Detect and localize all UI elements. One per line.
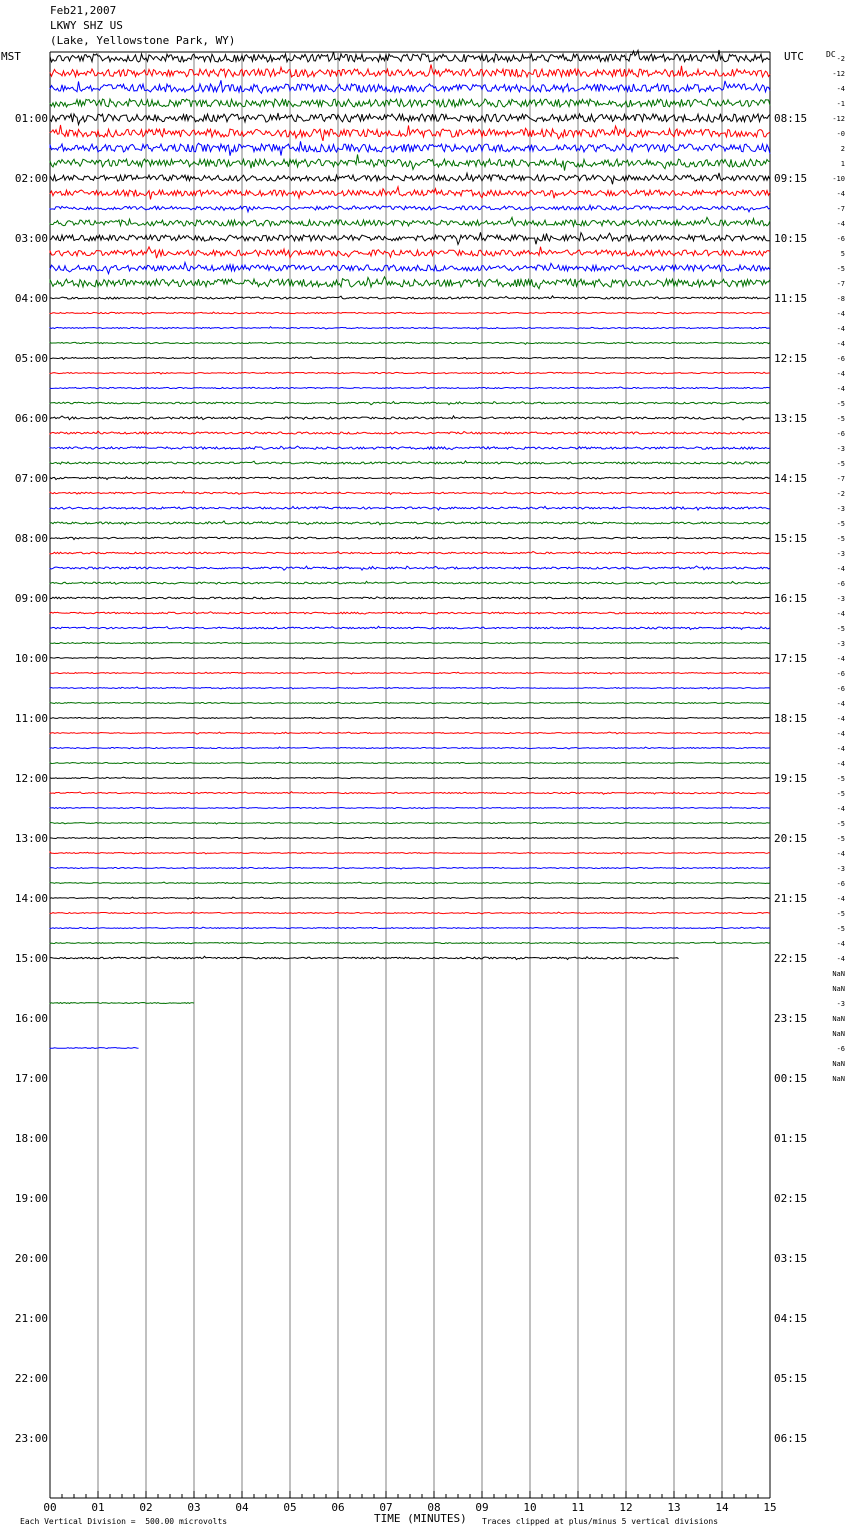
mst-hour-label: 17:00 (14, 1072, 48, 1085)
dc-offset-value: -0 (836, 130, 845, 138)
dc-offset-value: -5 (836, 775, 845, 783)
mst-hour-label: 22:00 (14, 1372, 48, 1385)
dc-offset-value: -4 (836, 190, 845, 198)
seismic-trace (50, 672, 770, 674)
x-tick-label: 01 (91, 1501, 105, 1514)
dc-offset-value: -6 (836, 355, 845, 363)
dc-offset-value: -5 (836, 835, 845, 843)
seismic-trace (50, 402, 770, 405)
dc-offset-value: -4 (836, 895, 845, 903)
dc-offset-value: -4 (836, 310, 845, 318)
utc-hour-label: 12:15 (774, 352, 808, 365)
date-label: Feb21,2007 (50, 4, 117, 17)
utc-hour-label: 20:15 (774, 832, 808, 845)
seismic-trace (50, 1048, 139, 1049)
x-tick-label: 03 (187, 1501, 201, 1514)
dc-offset-value: -4 (836, 730, 845, 738)
seismic-trace (50, 823, 770, 825)
dc-offset-value: -4 (836, 370, 845, 378)
dc-offset-value: -4 (836, 220, 845, 228)
utc-hour-label: 19:15 (774, 772, 808, 785)
seismic-trace (50, 65, 770, 78)
dc-offset-value: -5 (836, 535, 845, 543)
mst-hour-label: 06:00 (14, 412, 48, 425)
seismic-trace (50, 702, 770, 704)
seismic-trace (50, 477, 770, 480)
seismic-trace (50, 387, 770, 389)
dc-offset-value: NaN (832, 1015, 845, 1023)
mst-hour-label: 15:00 (14, 952, 48, 965)
seismic-trace (50, 657, 770, 659)
dc-offset-value: -4 (836, 85, 845, 93)
seismic-trace (50, 687, 770, 689)
mst-hour-label: 23:00 (14, 1432, 48, 1445)
mst-hour-label: 07:00 (14, 472, 48, 485)
dc-offset-value: -2 (836, 55, 845, 63)
dc-offset-value: -3 (836, 445, 845, 453)
utc-hour-label: 18:15 (774, 712, 808, 725)
seismic-trace (50, 247, 770, 259)
utc-hour-label: 17:15 (774, 652, 808, 665)
utc-hour-label: 08:15 (774, 112, 808, 125)
dc-offset-value: NaN (832, 970, 845, 978)
seismic-trace (50, 262, 770, 273)
station-label: LKWY SHZ US (50, 19, 123, 32)
seismic-trace (50, 173, 770, 184)
seismic-trace (50, 912, 770, 914)
seismic-trace (50, 125, 770, 141)
x-tick-label: 13 (667, 1501, 681, 1514)
seismic-trace (50, 837, 770, 839)
mst-hour-label: 20:00 (14, 1252, 48, 1265)
mst-hour-label: 11:00 (14, 712, 48, 725)
x-tick-label: 00 (43, 1501, 57, 1514)
seismic-trace (50, 552, 770, 554)
seismic-trace (50, 612, 770, 614)
utc-hour-label: 02:15 (774, 1192, 808, 1205)
seismic-trace (50, 566, 770, 570)
seismic-trace (50, 626, 770, 629)
utc-hour-label: 23:15 (774, 1012, 808, 1025)
dc-offset-value: NaN (832, 1030, 845, 1038)
dc-offset-value: -3 (836, 595, 845, 603)
mst-hour-label: 08:00 (14, 532, 48, 545)
dc-offset-value: -4 (836, 565, 845, 573)
mst-hour-label: 05:00 (14, 352, 48, 365)
dc-offset-value: -5 (836, 820, 845, 828)
seismic-trace (50, 217, 770, 226)
seismic-trace (50, 80, 770, 93)
seismic-trace (50, 732, 770, 734)
seismic-trace (50, 277, 770, 289)
mst-hour-label: 21:00 (14, 1312, 48, 1325)
seismic-trace (50, 416, 770, 420)
seismic-trace (50, 643, 770, 644)
seismic-trace (50, 296, 770, 299)
dc-offset-value: -7 (836, 205, 845, 213)
seismic-trace (50, 897, 770, 899)
seismic-trace (50, 807, 770, 809)
utc-hour-label: 06:15 (774, 1432, 808, 1445)
dc-offset-value: -6 (836, 235, 845, 243)
dc-offset-value: -3 (836, 1000, 845, 1008)
dc-offset-value: -8 (836, 295, 845, 303)
seismic-trace (50, 956, 679, 959)
dc-offset-value: -4 (836, 325, 845, 333)
x-tick-label: 06 (331, 1501, 345, 1514)
seismic-trace (50, 747, 770, 749)
dc-offset-value: -4 (836, 610, 845, 618)
seismic-trace (50, 581, 770, 584)
x-tick-label: 08 (427, 1501, 441, 1514)
seismic-trace (50, 431, 770, 434)
utc-hour-label: 00:15 (774, 1072, 808, 1085)
seismic-trace (50, 491, 770, 494)
dc-offset-value: -4 (836, 805, 845, 813)
mst-hour-label: 01:00 (14, 112, 48, 125)
dc-offset-value: -5 (836, 625, 845, 633)
dc-offset-value: -5 (836, 925, 845, 933)
dc-offset-value: 1 (840, 160, 845, 168)
dc-offset-value: -4 (836, 955, 845, 963)
scale-note: Each Vertical Division = 500.00 microvolts (20, 1517, 228, 1526)
seismic-trace (50, 927, 770, 928)
x-tick-label: 11 (571, 1501, 585, 1514)
right-timezone-label: UTC (784, 50, 804, 63)
utc-hour-label: 10:15 (774, 232, 808, 245)
dc-offset-value: -4 (836, 760, 845, 768)
dc-offset-value: -5 (836, 400, 845, 408)
mst-hour-label: 13:00 (14, 832, 48, 845)
clip-note: Traces clipped at plus/minus 5 vertical divisions (482, 1517, 719, 1526)
x-tick-label: 14 (715, 1501, 729, 1514)
dc-offset-value: -1 (836, 100, 845, 108)
seismic-trace (50, 506, 770, 510)
x-tick-label: 15 (763, 1501, 777, 1514)
seismic-trace (50, 141, 770, 155)
seismic-trace (50, 597, 770, 599)
dc-offset-value: -6 (836, 430, 845, 438)
dc-offset-value: -12 (832, 115, 845, 123)
dc-offset-value: -3 (836, 505, 845, 513)
dc-offset-value: -6 (836, 580, 845, 588)
dc-offset-value: -12 (832, 70, 845, 78)
dc-offset-value: -4 (836, 940, 845, 948)
utc-hour-label: 01:15 (774, 1132, 808, 1145)
mst-hour-label: 03:00 (14, 232, 48, 245)
x-tick-label: 10 (523, 1501, 537, 1514)
seismic-trace (50, 461, 770, 464)
dc-offset-value: NaN (832, 1075, 845, 1083)
dc-offset-value: NaN (832, 1060, 845, 1068)
utc-hour-label: 04:15 (774, 1312, 808, 1325)
seismic-trace (50, 372, 770, 374)
location-label: (Lake, Yellowstone Park, WY) (50, 34, 236, 47)
seismic-trace (50, 882, 770, 883)
dc-offset-value: -3 (836, 865, 845, 873)
seismic-trace (50, 521, 770, 525)
mst-hour-label: 18:00 (14, 1132, 48, 1145)
utc-hour-label: 16:15 (774, 592, 808, 605)
dc-offset-header: DC (826, 50, 836, 59)
utc-hour-label: 14:15 (774, 472, 808, 485)
utc-hour-label: 21:15 (774, 892, 808, 905)
dc-offset-value: -4 (836, 655, 845, 663)
utc-hour-label: 05:15 (774, 1372, 808, 1385)
utc-hour-label: 15:15 (774, 532, 808, 545)
dc-offset-value: -4 (836, 340, 845, 348)
utc-hour-label: 11:15 (774, 292, 808, 305)
seismic-trace (50, 327, 770, 329)
x-tick-label: 07 (379, 1501, 393, 1514)
seismic-trace (50, 777, 770, 779)
seismic-trace (50, 942, 770, 944)
seismic-trace (50, 187, 770, 200)
utc-hour-label: 13:15 (774, 412, 808, 425)
x-axis-title: TIME (MINUTES) (374, 1512, 467, 1525)
mst-hour-label: 14:00 (14, 892, 48, 905)
dc-offset-value: -4 (836, 745, 845, 753)
dc-offset-value: -4 (836, 700, 845, 708)
mst-hour-label: 16:00 (14, 1012, 48, 1025)
dc-offset-value: -5 (836, 460, 845, 468)
dc-offset-value: -6 (836, 880, 845, 888)
dc-offset-value: -5 (836, 910, 845, 918)
dc-offset-value: -6 (836, 1045, 845, 1053)
dc-offset-value: NaN (832, 985, 845, 993)
dc-offset-value: -6 (836, 685, 845, 693)
x-tick-label: 05 (283, 1501, 297, 1514)
dc-offset-value: -5 (836, 415, 845, 423)
seismic-trace (50, 205, 770, 212)
seismic-trace (50, 312, 770, 314)
seismic-trace (50, 717, 770, 718)
left-timezone-label: MST (1, 50, 21, 63)
mst-hour-label: 12:00 (14, 772, 48, 785)
dc-offset-value: -4 (836, 715, 845, 723)
mst-hour-label: 10:00 (14, 652, 48, 665)
seismic-trace (50, 852, 770, 854)
x-tick-label: 04 (235, 1501, 249, 1514)
dc-offset-value: -4 (836, 850, 845, 858)
utc-hour-label: 03:15 (774, 1252, 808, 1265)
dc-offset-value: -5 (836, 790, 845, 798)
mst-hour-label: 04:00 (14, 292, 48, 305)
x-tick-label: 09 (475, 1501, 489, 1514)
dc-offset-value: -7 (836, 280, 845, 288)
seismic-trace (50, 1003, 194, 1004)
seismic-trace (50, 357, 770, 360)
seismic-trace (50, 99, 770, 107)
dc-offset-value: -4 (836, 385, 845, 393)
utc-hour-label: 09:15 (774, 172, 808, 185)
mst-hour-label: 02:00 (14, 172, 48, 185)
dc-offset-value: -5 (836, 520, 845, 528)
seismic-trace (50, 232, 770, 244)
mst-hour-label: 09:00 (14, 592, 48, 605)
x-tick-label: 02 (139, 1501, 153, 1514)
seismic-trace (50, 867, 770, 869)
seismic-trace (50, 792, 770, 795)
dc-offset-value: 2 (840, 145, 845, 153)
seismic-trace (50, 113, 770, 125)
utc-hour-label: 22:15 (774, 952, 808, 965)
dc-offset-value: -6 (836, 670, 845, 678)
x-tick-label: 12 (619, 1501, 633, 1514)
dc-offset-value: -10 (832, 175, 845, 183)
dc-offset-value: -7 (836, 475, 845, 483)
mst-hour-label: 19:00 (14, 1192, 48, 1205)
seismic-trace (50, 342, 770, 344)
seismic-trace (50, 762, 770, 763)
dc-offset-value: 5 (840, 250, 845, 258)
dc-offset-value: -5 (836, 265, 845, 273)
dc-offset-value: -3 (836, 640, 845, 648)
seismic-trace (50, 446, 770, 450)
seismic-trace (50, 155, 770, 171)
dc-offset-value: -3 (836, 550, 845, 558)
dc-offset-value: -2 (836, 490, 845, 498)
seismic-trace (50, 537, 770, 540)
